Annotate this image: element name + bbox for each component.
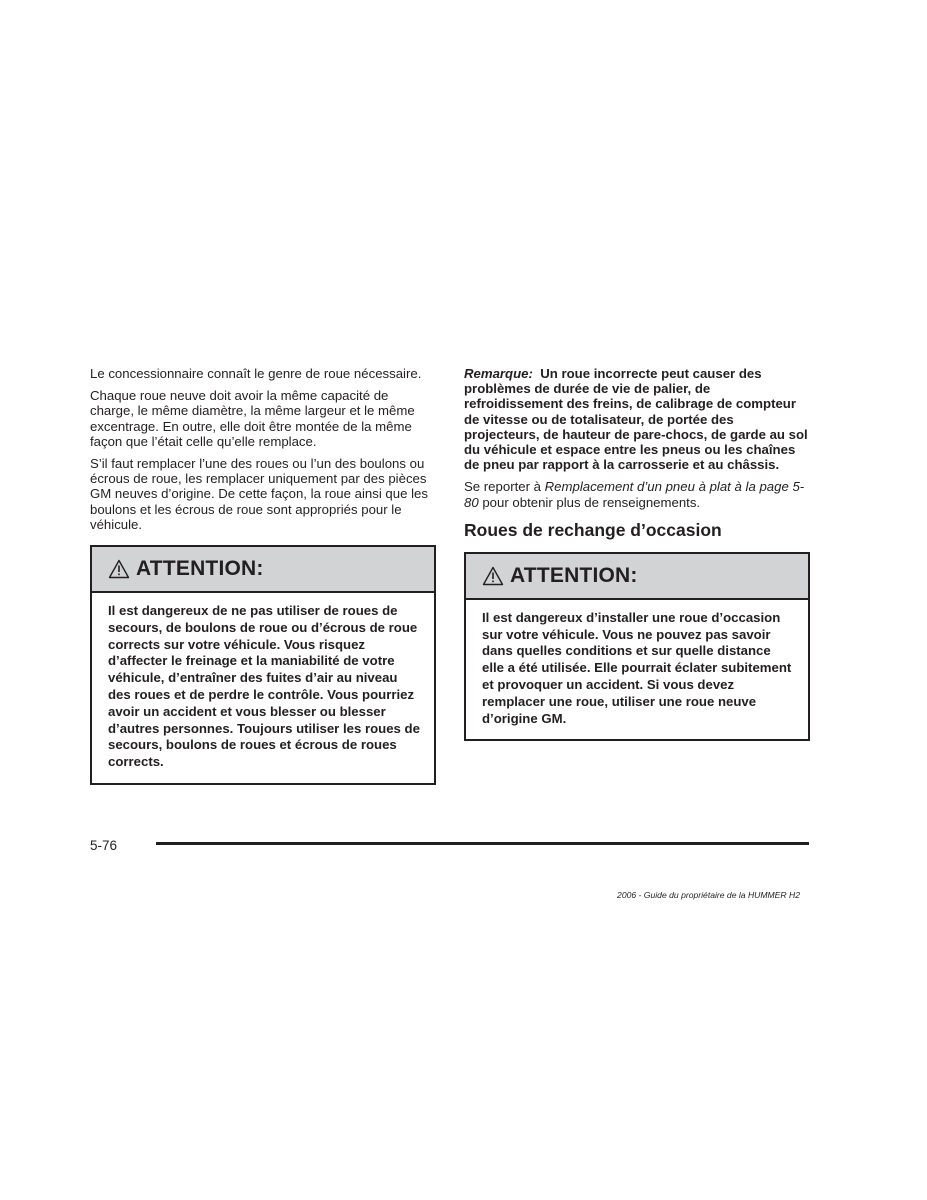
reference-link[interactable]: Remplacement d’un pneu à plat à la page 5-80 xyxy=(464,479,805,510)
notice-text: Un roue incorrecte peut causer des problèmes de durée de vie de palier, de refroidissement des freins, de calibrage de compteur de vitesse ou de totalisateur, de portée des projecteurs, de hauteur de pare-chocs, de garde au sol du véhicule et espace entre les pneus ou les chaînes de pneu par rapport à la carrosserie et au châssis. xyxy=(464,366,808,473)
caution-header xyxy=(92,547,434,593)
right-column xyxy=(464,366,810,741)
reference-prefix: Se reporter à xyxy=(464,479,541,495)
notice-paragraph xyxy=(464,366,810,472)
page-number: 5-76 xyxy=(90,838,118,853)
section-heading: Roues de rechange d’occasion xyxy=(464,519,722,540)
footer-divider xyxy=(156,842,809,845)
paragraph: Le concessionnaire connaît le genre de roue nécessaire. xyxy=(90,366,422,381)
caution-text: Il est dangereux de ne pas utiliser de roues de secours, de boulons de roue ou d’écrous de roue corrects sur votre véhicule. Vous risquez d’affecter le freinage et la maniabilité de votre véhicule, d’entraîner des fuites d’air au niveau des roues et de perdre le contrôle. Vous pourriez avoir un accident et vous blesser ou blesser d’autres personnes. Toujours utiliser les roues de secours, boulons de roues et écrous de roues corrects. xyxy=(108,603,420,770)
paragraph: S’il faut remplacer l’une des roues ou l’un des boulons ou écrous de roue, les remplacer uniquement par des pièces GM neuves d’origine. De cette façon, la roue ainsi que les boulons et les écrous de roue sont appropriés pour le véhicule. xyxy=(90,456,428,532)
reference-paragraph xyxy=(464,479,810,509)
caution-box xyxy=(464,552,810,742)
reference-suffix: pour obtenir plus de renseignements. xyxy=(482,494,701,510)
warning-triangle-icon xyxy=(108,559,130,579)
caution-text: Il est dangereux d’installer une roue d’occasion sur votre véhicule. Vous ne pouvez pas savoir dans quelles conditions et sur quelle distance elle a été utilisée. Elle pourrait éclater subitement et provoquer un accident. Si vous devez remplacer une roue, utiliser une roue neuve d’origine GM. xyxy=(482,609,792,726)
warning-triangle-icon xyxy=(482,566,504,586)
footer-note: 2006 - Guide du propriétaire de la HUMMER H2 xyxy=(617,890,800,900)
caution-box xyxy=(90,545,436,785)
paragraph: Chaque roue neuve doit avoir la même capacité de charge, le même diamètre, la même largeur et le même excentrage. En outre, elle doit être montée de la même façon que l’était celle qu’elle remplace. xyxy=(90,388,415,449)
caution-title: ATTENTION: xyxy=(136,557,264,581)
notice-label: Remarque: xyxy=(464,366,533,381)
caution-title: ATTENTION: xyxy=(510,563,638,587)
caution-header xyxy=(466,554,808,600)
left-column xyxy=(90,366,436,785)
